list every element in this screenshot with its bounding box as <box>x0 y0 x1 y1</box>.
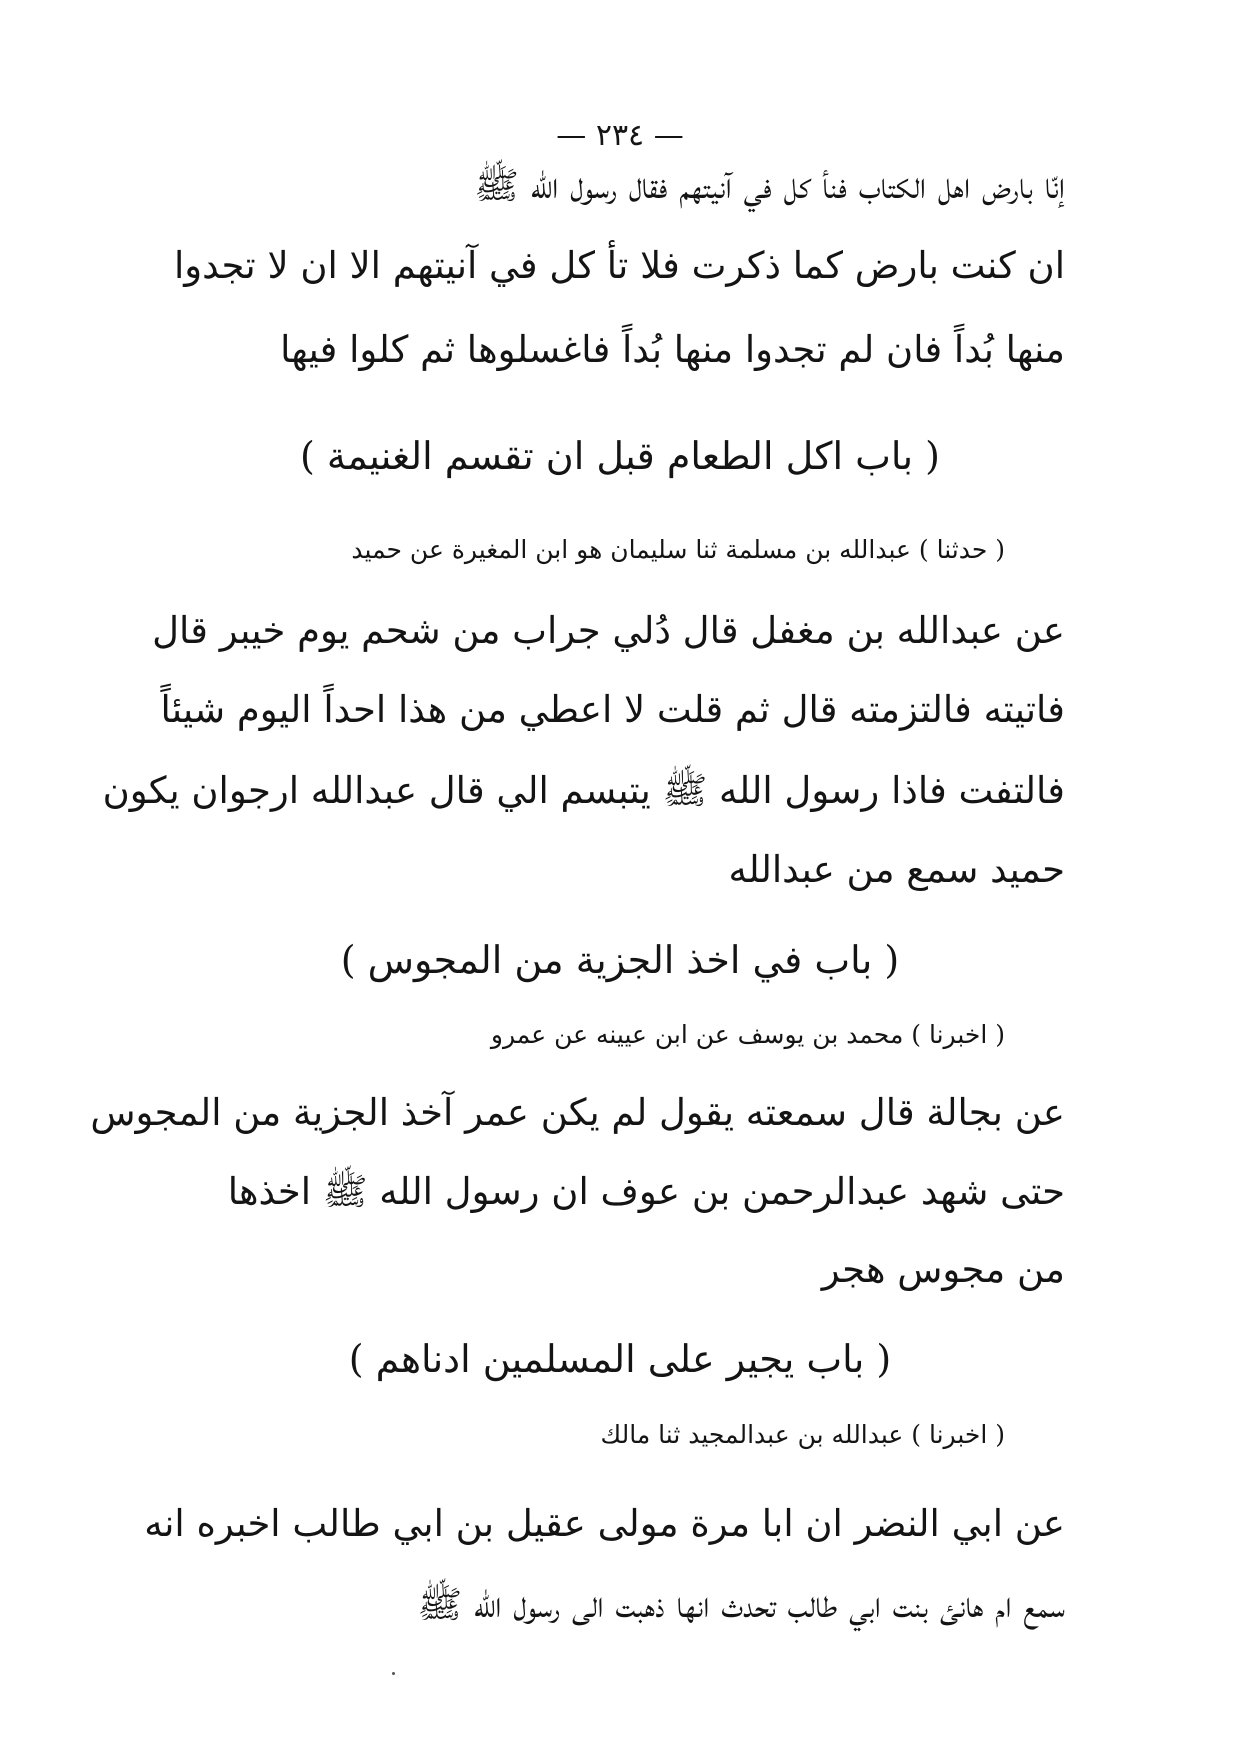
text-line: ان كنت بارض كما ذكرت فلا تأ كل في آنيتهم الا ان لا تجدوا <box>173 244 1065 287</box>
scan-speck <box>392 1672 395 1675</box>
narration-chain: ( حدثنا ) عبدالله بن مسلمة ثنا سليمان هو ابن المغيرة عن حميد <box>351 535 1005 564</box>
text-line: عن بجالة قال سمعته يقول لم يكن عمر آخذ الجزية من المجوس <box>90 1091 1065 1134</box>
text-line: حتى شهد عبدالرحمن بن عوف ان رسول الله ﷺ اخذها <box>227 1170 1065 1213</box>
text-line: عن عبدالله بن مغفل قال دُلي جراب من شحم يوم خيبر قال <box>152 609 1065 652</box>
narration-chain: ( اخبرنا ) محمد بن يوسف عن ابن عيينه عن عمرو <box>490 1020 1005 1049</box>
section-heading: ( باب يجير على المسلمين ادناهم ) <box>348 1337 892 1381</box>
section-heading: ( باب في اخذ الجزية من المجوس ) <box>340 938 900 982</box>
text-line: حميد سمع من عبدالله <box>728 848 1065 891</box>
section-heading: ( باب اكل الطعام قبل ان تقسم الغنيمة ) <box>300 434 940 478</box>
text-line: سمع ام هانئ بنت ابي طالب تحدث انها ذهبت الى رسول الله ﷺ <box>417 1583 1065 1626</box>
text-line: فالتفت فاذا رسول الله ﷺ يتبسم الي قال عبدالله ارجوان يكون <box>102 769 1065 812</box>
text-line: إنّا بارض اهل الكتاب فنأ كل في آنيتهم فقال رسول الله ﷺ <box>474 164 1065 207</box>
text-line: من مجوس هجر <box>821 1248 1065 1291</box>
text-line: عن ابي النضر ان ابا مرة مولى عقيل بن ابي طالب اخبره انه <box>144 1502 1065 1545</box>
text-line: منها بُداً فان لم تجدوا منها بُداً فاغسلوها ثم كلوا فيها <box>280 328 1065 371</box>
narration-chain: ( اخبرنا ) عبدالله بن عبدالمجيد ثنا مالك <box>600 1420 1005 1449</box>
page-number: — ٢٣٤ — <box>556 118 684 153</box>
text-line: فاتيته فالتزمته قال ثم قلت لا اعطي من هذا احداً اليوم شيئاً <box>160 688 1065 731</box>
